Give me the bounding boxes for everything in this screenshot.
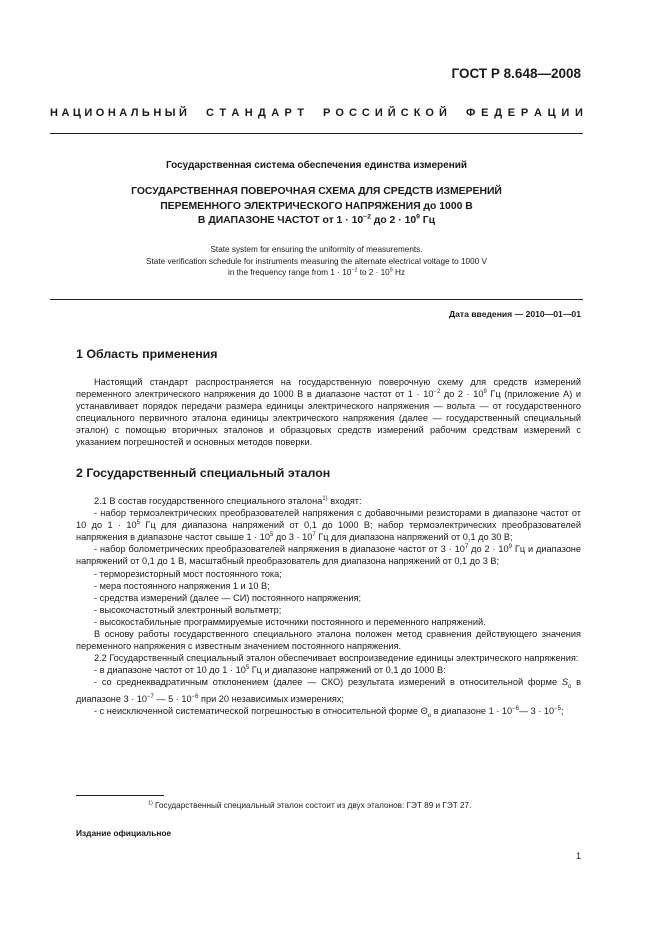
footnote-ref: 1) — [322, 495, 328, 502]
exponent: −6 — [191, 694, 199, 701]
exponent: 9 — [508, 544, 512, 551]
text-run: - со среднеквадратичным отклонением (далее — СКО) результата измерений в относительной форме — [94, 677, 562, 688]
exponent: 5 — [269, 532, 274, 539]
exponent: −7 — [147, 694, 154, 701]
exponent: 5 — [136, 520, 140, 527]
list-item: - терморезисторный мост постоянного тока; — [94, 568, 282, 579]
page-number: 1 — [575, 851, 581, 861]
text-run: ; — [560, 706, 564, 717]
footnote-divider — [76, 795, 164, 796]
text-run: Гц для диапазона напряжений от 0,1 до 30 В; — [315, 532, 513, 543]
text-run: Гц и диапазоне напряжений от 0,1 до 1 В, масштабный преобразователь для диапазона напряжений от 0,1 до 3 В; — [76, 544, 581, 567]
main-title-line — [50, 214, 583, 229]
exponent: 9 — [416, 213, 420, 221]
text-run: in the frequency range from 1 · 10 — [228, 268, 352, 277]
text-run: - набор болометрических преобразователей напряжения в диапазоне частот от 3 · 10 — [94, 544, 465, 555]
main-title-line: ПЕРЕМЕННОГО ЭЛЕКТРИЧЕСКОГО НАПРЯЖЕНИЯ до 1000 В — [160, 200, 473, 212]
title-divider — [50, 299, 583, 300]
text-run: В ДИАПАЗОНЕ ЧАСТОТ от 1 · 10 — [197, 215, 364, 226]
text-run: Гц для диапазона напряжений от 0,1 до 1000 В; набор термоэлектрических преобразователей напряжения в диапазоне частот свыше 1 · 10 — [76, 520, 581, 543]
exponent: 5 — [245, 665, 250, 672]
list-item: - средства измерений (далее — СИ) постоянного напряжения; — [94, 592, 362, 603]
text-run: Настоящий стандарт распространяется на государственную поверочную схему для средств измерений переменного электрического напряжения до 1000 В в диапазоне частот от 1 · 10 — [76, 377, 581, 400]
document-code: ГОСТ Р 8.648—2008 — [451, 66, 581, 81]
footnote-mark: 1) — [148, 800, 153, 807]
paragraph — [76, 495, 581, 507]
national-title-word: Н А Ц И О Н А Л Ь Н Ы Й — [50, 107, 187, 119]
list-item: - высокостабильные программируемые источники постоянного и переменного напряжений. — [94, 616, 486, 627]
english-title-line: State system for ensuring the uniformity of measurements. — [210, 245, 423, 254]
section-1-heading: 1 Область применения — [76, 347, 218, 361]
footnote-text: Государственный специальный эталон состоит из двух эталонов: ГЭТ 89 и ГЭТ 27. — [155, 801, 472, 810]
exponent: 7 — [464, 544, 469, 551]
english-title-line: State verification schedule for instruments measuring the alternate electrical voltage to 1000 V — [146, 256, 487, 266]
list-item — [76, 676, 581, 705]
exponent: −5 — [554, 706, 561, 713]
section-1-text — [76, 376, 581, 449]
text-run: в диапазоне 1 · 10 — [431, 706, 513, 717]
list-item: - высокочастотный электронный вольтметр; — [94, 604, 282, 615]
list-item — [76, 543, 581, 567]
main-title — [50, 185, 583, 229]
text-run: - в диапазоне частот от 10 до 1 · 10 — [94, 665, 246, 676]
text-run: - набор термоэлектрических преобразователей напряжения с добавочными резисторами в диапазоне частот от 10 до 1 · 10 — [76, 508, 581, 531]
text-run: до 3 · 10 — [273, 532, 313, 543]
text-run: до 2 · 10 — [440, 389, 484, 400]
list-item — [76, 664, 581, 676]
national-standard-title — [50, 107, 583, 119]
text-run: до 2 · 10 — [370, 215, 417, 226]
section-2-text — [76, 495, 581, 722]
national-title-word: Ф Е Д Е Р А Ц И И — [466, 107, 583, 119]
text-run: Гц и диапазоне напряжений от 0,1 до 1000 В: — [249, 665, 446, 676]
subscript: o — [427, 713, 432, 720]
subscript: o — [568, 684, 572, 691]
list-item — [76, 507, 581, 543]
introduction-date: Дата введения — 2010—01—01 — [448, 309, 581, 319]
list-item: - мера постоянного напряжения 1 и 10 В; — [94, 580, 270, 591]
national-title-word: С Т А Н Д А Р Т — [206, 107, 304, 119]
list-item — [76, 705, 581, 722]
english-title-line — [50, 267, 583, 279]
text-run: входят: — [327, 496, 362, 506]
paragraph — [76, 376, 581, 449]
exponent: 7 — [312, 532, 316, 539]
text-run: до 2 · 10 — [468, 544, 509, 555]
symbol: S — [561, 677, 568, 688]
exponent: 9 — [483, 389, 487, 396]
exponent: −2 — [351, 267, 358, 274]
section-2-heading: 2 Государственный специальный эталон — [76, 466, 331, 480]
header-divider — [50, 133, 583, 134]
exponent: −6 — [512, 706, 519, 713]
edition-label: Издание официальное — [76, 828, 172, 838]
text-run: - с неисключенной систематической погрешностью в относительной форме Θ — [94, 706, 428, 717]
footnote — [148, 801, 471, 810]
text-run: Гц — [419, 215, 436, 226]
text-run: — 3 · 10 — [518, 706, 555, 717]
text-run: Hz — [392, 268, 405, 277]
text-run: при 20 независимых измерениях; — [198, 694, 344, 705]
paragraph: В основу работы государственного специального эталона положен метод сравнения действующего значения переменного напряжения с известным значением постоянного напряжения. — [76, 629, 581, 652]
paragraph: 2.2 Государственный специальный эталон обеспечивает воспроизведение единицы электрического напряжения: — [94, 653, 579, 664]
text-run: to 2 · 10 — [357, 268, 390, 277]
national-title-word: Р О С С И Й С К О Й — [323, 107, 447, 119]
main-title-line: ГОСУДАРСТВЕННАЯ ПОВЕРОЧНАЯ СХЕМА ДЛЯ СРЕДСТВ ИЗМЕРЕНИЙ — [131, 186, 502, 197]
text-run: в диапазоне 3 · 10 — [76, 677, 581, 705]
text-run: Гц (приложение А) и устанавливает порядок передачи размера единицы электрического напряжения — вольта — от государственного специального первичного эталона единицы электрического напряжения (далее — государственный специальный эталон) с помощью вторичных эталонов и образцовых средств измерений рабочим средствам измерений с указанием погрешностей и основных методов поверки. — [76, 389, 582, 448]
exponent: −2 — [363, 213, 371, 221]
exponent: 9 — [389, 267, 393, 274]
english-title — [50, 244, 583, 279]
text-run: — 5 · 10 — [153, 694, 192, 705]
exponent: −2 — [433, 389, 441, 396]
text-run: 2.1 В состав государственного специального эталона — [94, 496, 323, 506]
system-title: Государственная система обеспечения единства измерений — [165, 160, 468, 171]
